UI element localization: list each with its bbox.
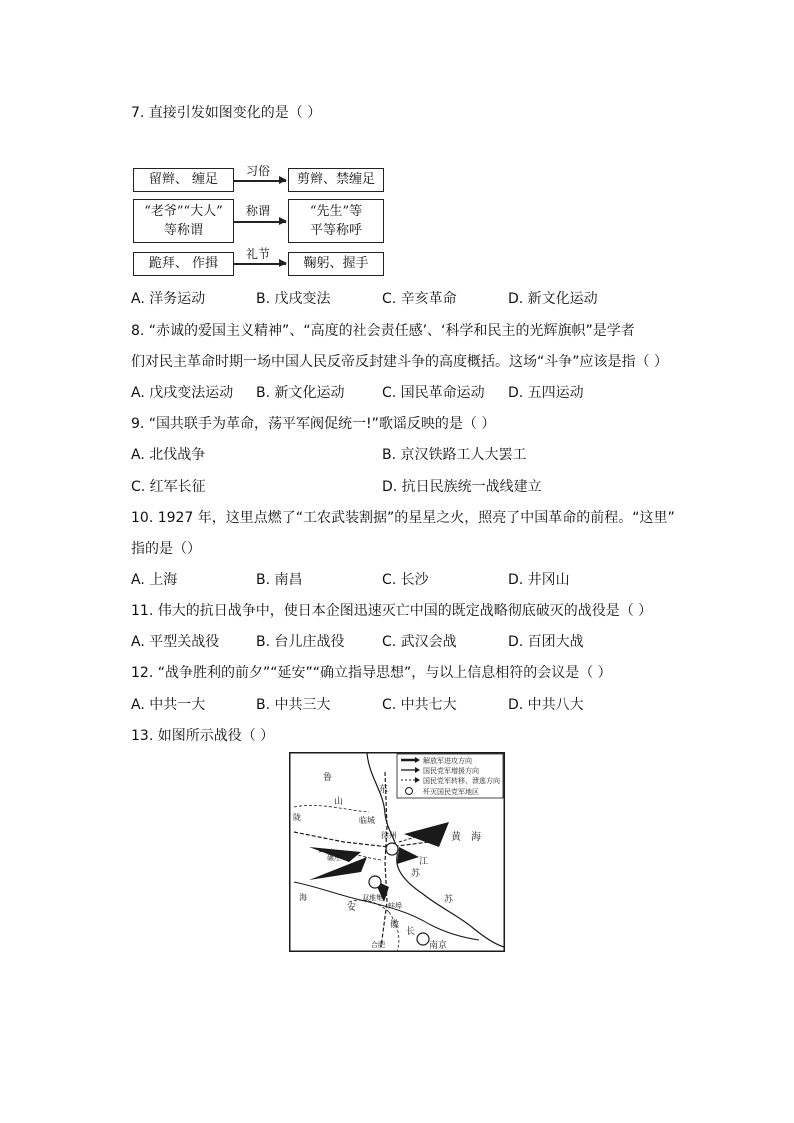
- q11-option-b: B. 台儿庄战役: [256, 634, 345, 650]
- q13-stem: 13. 如图所示战役（ ）: [131, 728, 275, 744]
- q9-stem: 9. “国共联手为革命，荡平军阀促统一!”歌谣反映的是（ ）: [131, 416, 496, 432]
- q10-stem-line2: 指的是（）: [131, 541, 201, 557]
- legend-annihilate: 歼灭国民党军地区: [423, 788, 479, 796]
- annihilation-zone: [369, 876, 381, 888]
- q7-option-d: D. 新文化运动: [508, 291, 598, 307]
- place-label: 徐州: [381, 831, 397, 840]
- q7-option-b: B. 戊戌变法: [256, 291, 331, 307]
- place-label: 南京: [429, 941, 448, 951]
- diagram-arrow-title: [234, 221, 286, 223]
- q7-stem: 7. 直接引发如图变化的是（ ）: [131, 105, 322, 121]
- diagram-arrow-etiquette: [234, 263, 286, 265]
- place-label: 江: [419, 857, 429, 867]
- place-label: 东: [379, 785, 389, 795]
- legend-reinforce: 国民党军增援方向: [423, 767, 479, 775]
- place-label: 陇: [293, 813, 301, 822]
- place-label: 双堆集: [362, 894, 383, 902]
- q8-option-c: C. 国民革命运动: [382, 385, 485, 401]
- q10-option-b: B. 南昌: [256, 572, 303, 588]
- diagram-box-custom-old: 留辫、 缠足: [133, 168, 234, 192]
- place-label: 鲁: [323, 773, 333, 783]
- legend-retreat: 国民党军转移、溃逃方向: [423, 777, 500, 785]
- q8-stem-line1: 8. “赤诚的爱国主义精神”、“高度的社会责任感’、‘科学和民主的光辉旗帜”是学者: [131, 323, 635, 339]
- diagram-box-etiquette-old: 跪拜、 作揖: [133, 252, 234, 276]
- q11-option-d: D. 百团大战: [508, 634, 584, 650]
- diagram-box-title-new: “先生”等 平等称呼: [288, 199, 384, 243]
- q10-option-d: D. 井冈山: [508, 572, 570, 588]
- q9-option-d: D. 抗日民族统一战线建立: [382, 479, 542, 495]
- legend-attack: 解放军进攻方向: [423, 757, 472, 765]
- place-label: 碾庄: [327, 854, 341, 862]
- q10-stem-line1: 10. 1927 年，这里点燃了“工农武装割据”的星星之火，照亮了中国革命的前程。“这里”: [131, 510, 675, 526]
- diagram-arrow-custom: [234, 180, 286, 182]
- diagram-label-etiquette: 礼节: [246, 247, 271, 261]
- place-label: 山: [334, 797, 344, 807]
- annihilation-zone: [386, 843, 398, 855]
- place-label: 海: [299, 893, 307, 902]
- q8-stem-line2: 们对民主革命时期一场中国人民反帝反封建斗争的高度概括。这场“斗争”应该是指（ ）: [131, 354, 668, 370]
- q9-option-a: A. 北伐战争: [131, 447, 206, 463]
- q11-option-a: A. 平型关战役: [131, 634, 220, 650]
- q8-option-b: B. 新文化运动: [256, 385, 345, 401]
- q10-option-c: C. 长沙: [382, 572, 429, 588]
- q12-stem: 12. “战争胜利的前夕”“延安”“确立指导思想”，与以上信息相符的会议是（ ）: [131, 665, 612, 681]
- battle-map: [289, 752, 505, 952]
- q7-option-a: A. 洋务运动: [131, 291, 206, 307]
- q12-option-a: A. 中共一大: [131, 697, 206, 713]
- q12-option-d: D. 中共八大: [508, 697, 584, 713]
- diagram-label-custom: 习俗: [246, 164, 271, 178]
- place-label: 长: [406, 927, 416, 937]
- place-label: 合肥: [371, 941, 385, 949]
- place-label: 蚌埠: [388, 902, 402, 910]
- place-label: 临城: [359, 816, 375, 825]
- place-label: 黄: [451, 832, 461, 843]
- q12-option-b: B. 中共三大: [256, 697, 331, 713]
- q11-option-c: C. 武汉会战: [382, 634, 457, 650]
- q11-stem: 11. 伟大的抗日战争中，使日本企图迅速灭亡中国的既定战略彻底破灭的战役是（ ）: [131, 603, 653, 619]
- diagram-box-custom-new: 剪辫、禁缠足: [288, 168, 384, 192]
- place-label: 徽: [390, 920, 400, 930]
- diagram-box-etiquette-new: 鞠躬、握手: [288, 252, 384, 276]
- q12-option-c: C. 中共七大: [382, 697, 457, 713]
- q8-option-d: D. 五四运动: [508, 385, 584, 401]
- place-label: 安: [347, 903, 357, 913]
- q9-option-b: B. 京汉铁路工人大罢工: [382, 447, 527, 463]
- place-label: 苏: [411, 869, 421, 879]
- q9-option-c: C. 红军长征: [131, 479, 206, 495]
- q7-option-c: C. 辛亥革命: [382, 291, 457, 307]
- q8-option-a: A. 戊戌变法运动: [131, 385, 234, 401]
- diagram-label-title: 称谓: [246, 204, 271, 218]
- place-label: 苏: [444, 895, 454, 905]
- place-label: 海: [471, 832, 481, 843]
- q10-option-a: A. 上海: [131, 572, 178, 588]
- annihilation-zone: [417, 933, 429, 945]
- diagram-box-title-old: “老爷”“大人” 等称谓: [133, 199, 234, 243]
